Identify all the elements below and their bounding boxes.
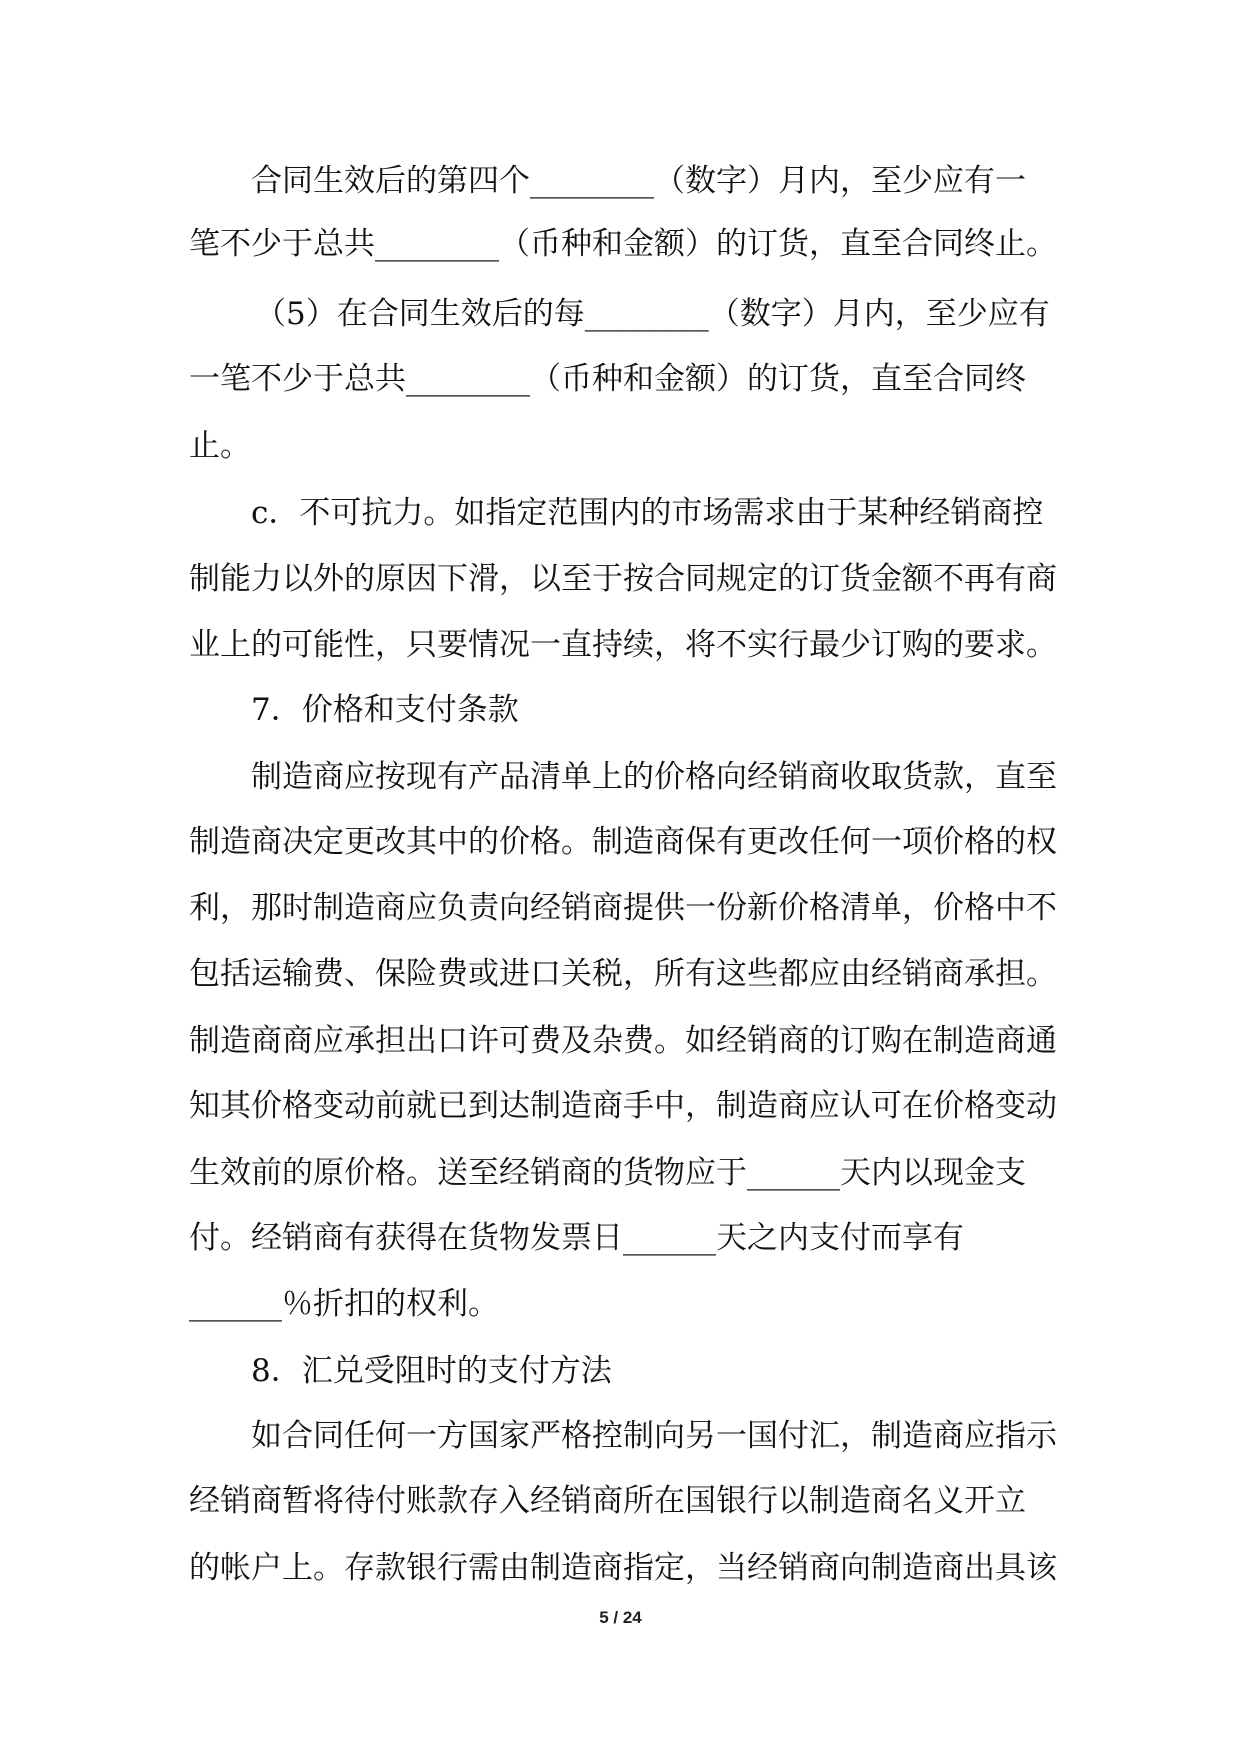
page-number: 5 / 24 (599, 1608, 642, 1627)
document-page: 合同生效后的第四个________（数字）月内，至少应有一 笔不少于总共________（币种和金额）的订货，直至合同终止。 （5）在合同生效后的每________（数字）月内，至少应有 一笔不少于总共________（币种和金额）的订货，直至合同终 止。 c．不可抗力。如指定范围内的市场需求由于某种经销商控 制能力以外的原因下滑，以至于按合同规定的订货金额不再有商 业上的可能性，只要情况一直持续，将不实行最少订购的要求。 7．价格和支付条款 制造商应按现有产品清单上的价格向经销商收取货款，直至 制造商决定更改其中的价格。制造商保有更改任何一项价格的权 利，那时制造商应负责向经销商提供一份新价格清单，价格中不 包括运输费、保险费或进口关税，所有这些都应由经销商承担。 制造商商应承担出口许可费及杂费。如经销商的订购在制造商通 知其价格变动前就已到达制造商手中，制造商应认可在价格变动 生效前的原价格。送至经销商的货物应于______天内以现金支 付。经销商有获得在货物发票日______天之内支付而享有 ______％折扣的权利。 8．汇兑受阻时的支付方法 如合同任何一方国家严格控制向另一国付汇，制造商应指示 经销商暂将待付账款存入经销商所在国银行以制造商名义开立 的帐户上。存款银行需由制造商指定，当经销商向制造商出具该 5 / 24 (0, 0, 1241, 1754)
